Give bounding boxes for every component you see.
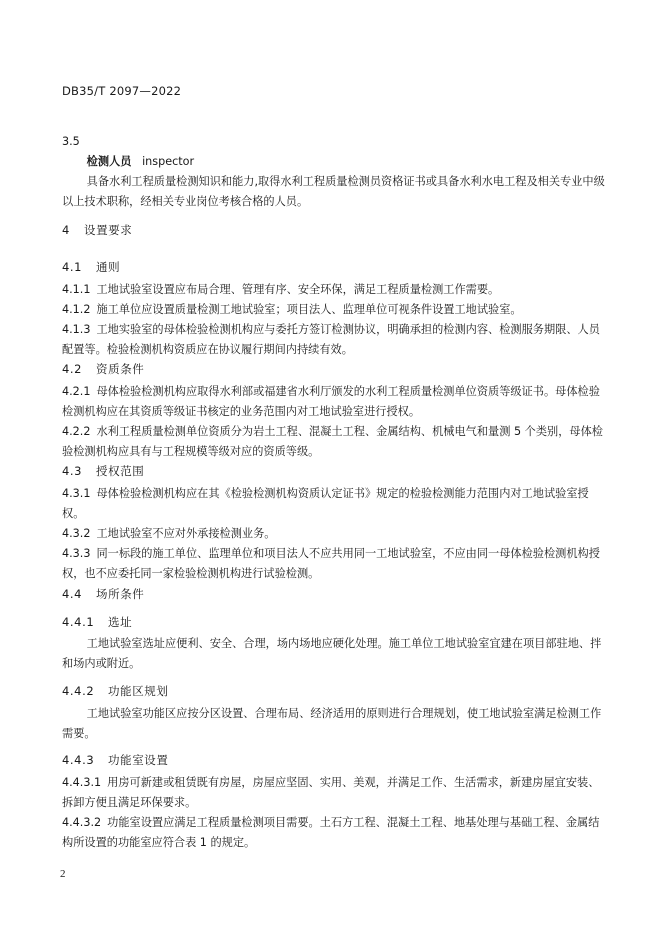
section-4-3-heading — [62, 461, 608, 481]
clause-text: 功能室设置应满足工程质量检测项目需要。土石方工程、混凝土工程、地基处理与基础工程、金属结构所设置的功能室应符合表 1 的规定。 — [62, 816, 600, 849]
section-title: 资质条件 — [96, 362, 145, 376]
clause-number: 4.3.1 — [62, 487, 91, 500]
section-4-4-3-body — [62, 773, 608, 853]
section-title: 授权范围 — [96, 464, 145, 478]
clause-number: 4.4.3.2 — [62, 816, 102, 829]
section-4-heading — [62, 220, 608, 240]
section-4-4-2-text: 工地试验室功能区应按分区设置、合理布局、经济适用的原则进行合理规划，使工地试验室满足检测工作需要。 — [62, 707, 602, 740]
clause-4-2-2 — [62, 422, 608, 462]
section-number: 4.1 — [62, 260, 83, 274]
term-definition: 具备水利工程质量检测知识和能力,取得水利工程质量检测员资格证书或具备水利水电工程及相关专业中级以上技术职称，经相关专业岗位考核合格的人员。 — [62, 175, 605, 208]
clause-4-2-1 — [62, 382, 608, 422]
clause-text: 水利工程质量检测单位资质分为岩土工程、混凝土工程、金属结构、机械电气和量测 5 个类别，母体检验检测机构应具有与工程规模等级对应的资质等级。 — [62, 425, 603, 458]
section-4-4-heading — [62, 584, 608, 604]
clause-4-1-3 — [62, 320, 608, 360]
section-4-3-body — [62, 484, 608, 584]
clause-text: 母体检验检测机构应取得水利部或福建省水利厅颁发的水利工程质量检测单位资质等级证书。母体检验检测机构应在其资质等级证书核定的业务范围内对工地试验室进行授权。 — [62, 385, 600, 418]
section-4-4-3-heading — [62, 750, 608, 770]
term-number: 3.5 — [62, 135, 80, 148]
clause-text: 工地试验室不应对外承接检测业务。 — [96, 527, 276, 540]
clause-text: 工地试验室设置应布局合理、管理有序、安全环保，满足工程质量检测工作需要。 — [96, 283, 500, 296]
section-title: 场所条件 — [96, 587, 145, 601]
clause-number: 4.3.2 — [62, 527, 91, 540]
section-4-2-heading — [62, 359, 608, 379]
section-title: 选址 — [108, 615, 133, 629]
section-4-4-2-heading — [62, 681, 608, 701]
section-title: 设置要求 — [84, 223, 133, 237]
section-4-1-heading — [62, 257, 608, 277]
section-number: 4 — [62, 223, 70, 237]
document-code-header: DB35/T 2097—2022 — [62, 84, 182, 98]
term-chinese: 检测人员 — [86, 155, 132, 168]
clause-number: 4.1.3 — [62, 323, 91, 336]
clause-4-3-2 — [62, 524, 608, 544]
section-4-1-body — [62, 280, 608, 360]
clause-number: 4.4.3.1 — [62, 776, 102, 789]
section-title: 功能区规划 — [108, 684, 169, 698]
section-4-4-1-text: 工地试验室选址应便利、安全、合理，场内场地应硬化处理。施工单位工地试验室宜建在项目部驻地、拌和场内或附近。 — [62, 637, 602, 670]
section-4-2-body — [62, 382, 608, 462]
section-number: 4.4 — [62, 587, 83, 601]
clause-4-1-1 — [62, 280, 608, 300]
clause-4-4-3-2 — [62, 813, 608, 853]
clause-text: 母体检验检测机构应在其《检验检测机构资质认定证书》规定的检验检测能力范围内对工地试验室授权。 — [62, 487, 589, 520]
section-number: 4.3 — [62, 464, 83, 478]
clause-4-3-3 — [62, 544, 608, 584]
clause-text: 工地实验室的母体检验检测机构应与委托方签订检测协议，明确承担的检测内容、检测服务期限、人员配置等。检验检测机构资质应在协议履行期间内持续有效。 — [62, 323, 600, 356]
page-number: 2 — [60, 868, 66, 880]
section-title: 功能室设置 — [108, 753, 169, 767]
clause-number: 4.2.2 — [62, 425, 91, 438]
clause-4-1-2 — [62, 300, 608, 320]
section-title: 通则 — [96, 260, 121, 274]
section-number: 4.4.3 — [62, 753, 95, 767]
section-number: 4.4.1 — [62, 615, 95, 629]
clause-number: 4.1.1 — [62, 283, 91, 296]
term-heading — [62, 152, 608, 172]
clause-text: 用房可新建或租赁既有房屋，房屋应坚固、实用、美观，并满足工作、生活需求，新建房屋宜安装、拆卸方便且满足环保要求。 — [62, 776, 600, 809]
clause-number: 4.1.2 — [62, 303, 91, 316]
term-3-5 — [62, 132, 608, 212]
clause-number: 4.3.3 — [62, 547, 91, 560]
term-english: inspector — [142, 155, 195, 168]
clause-4-3-1 — [62, 484, 608, 524]
clause-4-4-3-1 — [62, 773, 608, 813]
section-number: 4.4.2 — [62, 684, 95, 698]
clause-text: 同一标段的施工单位、监理单位和项目法人不应共用同一工地试验室，不应由同一母体检验检测机构授权，也不应委托同一家检验检测机构进行试验检测。 — [62, 547, 600, 580]
clause-text: 施工单位应设置质量检测工地试验室；项目法人、监理单位可视条件设置工地试验室。 — [96, 303, 522, 316]
section-4-4-1-heading — [62, 612, 608, 632]
section-number: 4.2 — [62, 362, 83, 376]
clause-number: 4.2.1 — [62, 385, 91, 398]
